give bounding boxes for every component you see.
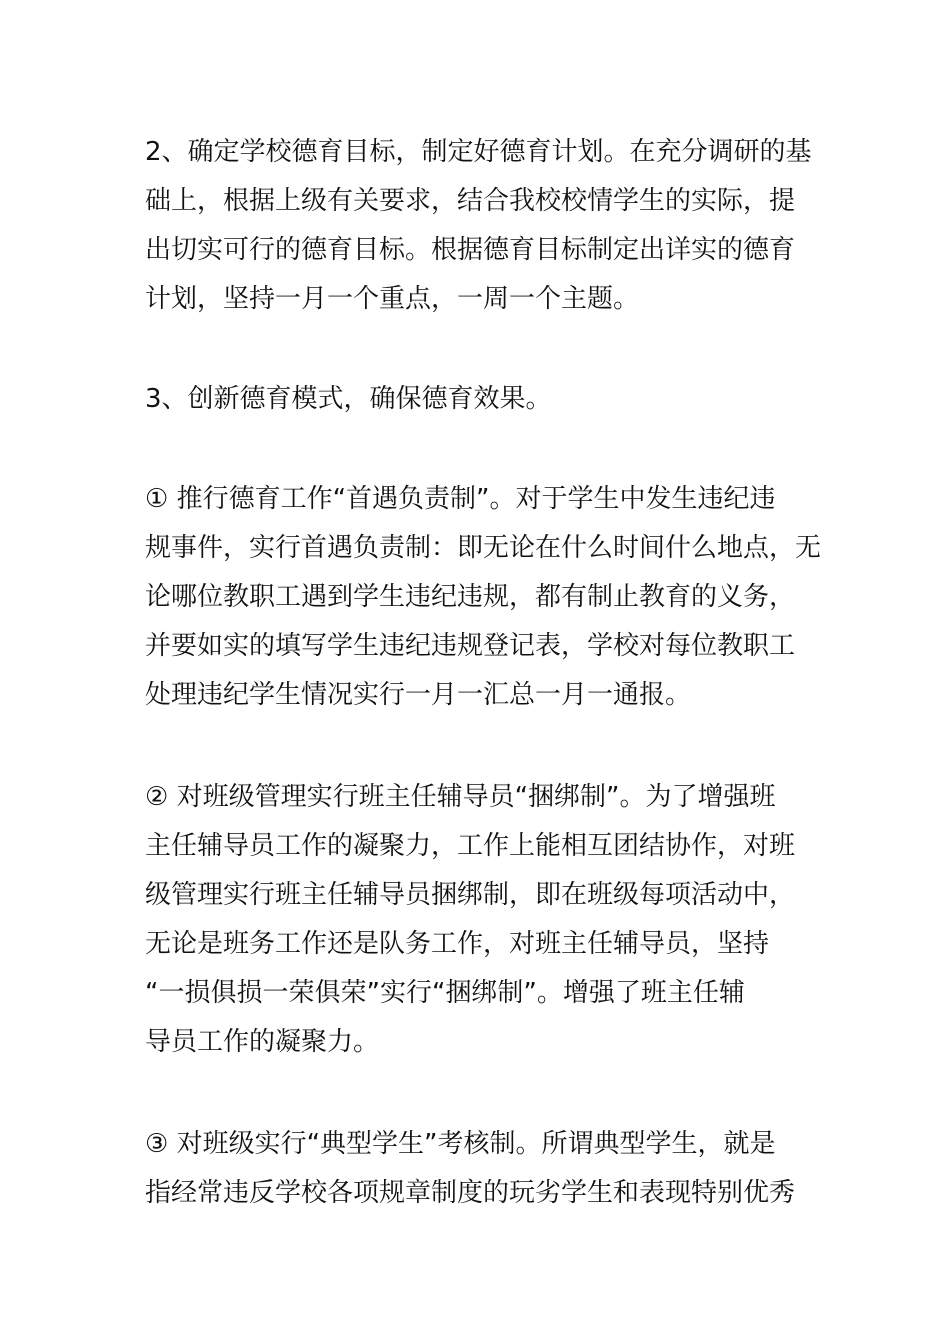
text-line: 并要如实的填写学生违纪违规登记表，学校对每位教职工 [145,631,796,661]
text-line: 规事件，实行首遇负责制：即无论在什么时间什么地点，无 [145,533,822,563]
text-line: 级管理实行班主任辅导员捆绑制，即在班级每项活动中， [145,880,796,910]
text-line: 出切实可行的德育目标。根据德育目标制定出详实的德育 [145,235,796,265]
text-line: 指经常违反学校各项规章制度的玩劣学生和表现特别优秀 [145,1178,796,1208]
text-line: ① 推行德育工作“首遇负责制”。对于学生中发生违纪违 [145,484,776,514]
text-line: 导员工作的凝聚力。 [145,1027,380,1057]
text-line: 论哪位教职工遇到学生违纪违规，都有制止教育的义务， [145,582,796,612]
text-line: 处理违纪学生情况实行一月一汇总一月一通报。 [145,680,692,710]
text-line: 2、确定学校德育目标，制定好德育计划。在充分调研的基 [145,137,812,167]
text-line: 计划，坚持一月一个重点，一周一个主题。 [145,284,640,314]
text-line: 3、创新德育模式，确保德育效果。 [145,384,552,414]
text-line: ② 对班级管理实行班主任辅导员“捆绑制”。为了增强班 [145,782,776,812]
text-line: “一损俱损一荣俱荣”实行“捆绑制”。增强了班主任辅 [145,978,745,1008]
text-line: ③ 对班级实行“典型学生”考核制。所谓典型学生，就是 [145,1129,776,1159]
text-line: 主任辅导员工作的凝聚力，工作上能相互团结协作，对班 [145,831,796,861]
text-line: 础上，根据上级有关要求，结合我校校情学生的实际，提 [145,186,796,216]
text-line: 无论是班务工作还是队务工作，对班主任辅导员，坚持 [145,929,770,959]
